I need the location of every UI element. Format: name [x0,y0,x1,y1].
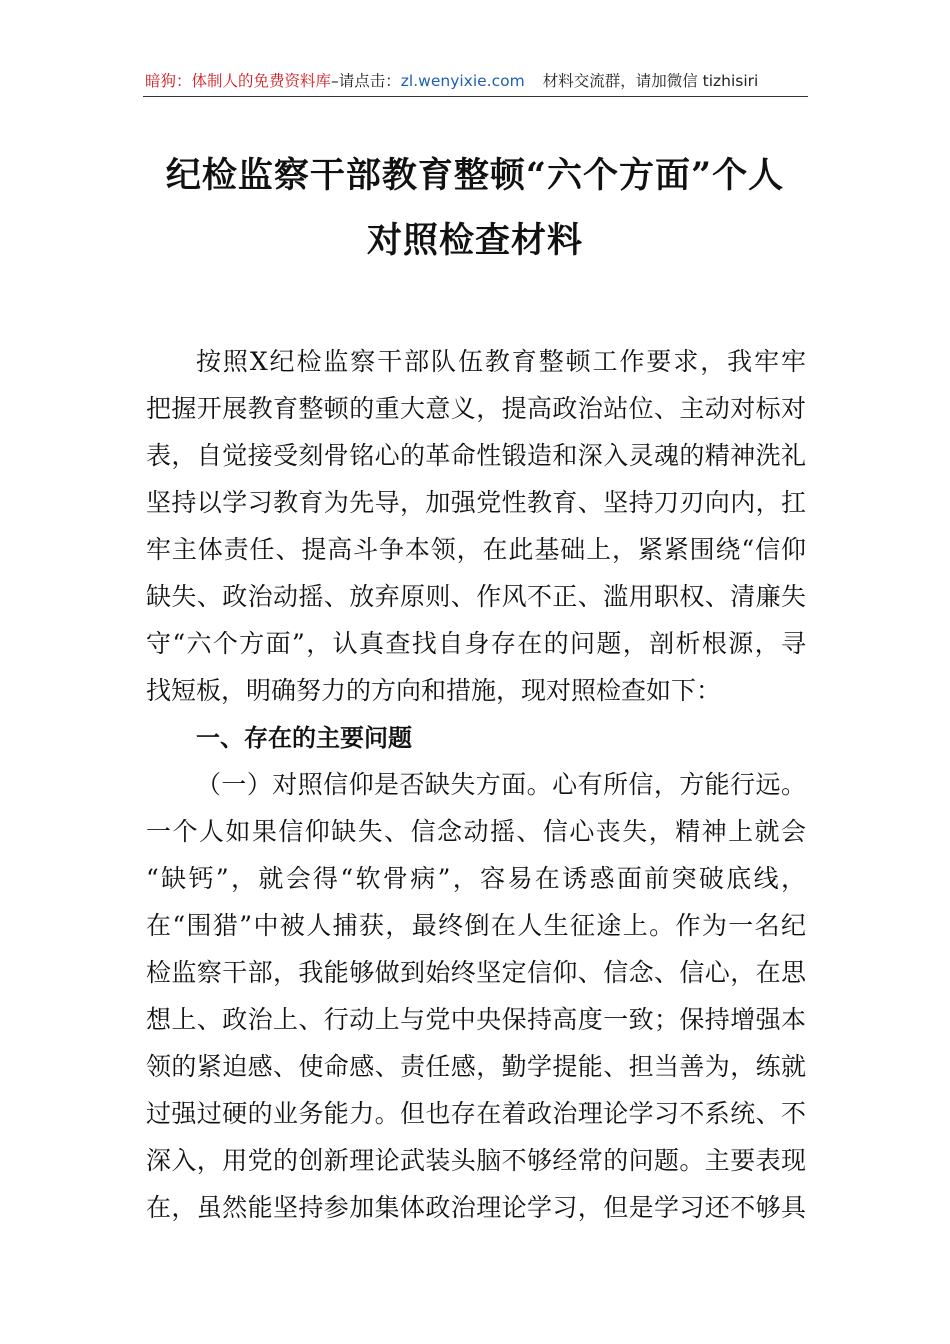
paragraph-line: 守“六个方面”，认真查找自身存在的问题，剖析根源，寻 [146,629,806,658]
header-divider [143,96,808,97]
header-site-name: 暗狗：体制人的免费资料库 [145,72,332,90]
paragraph-line: 检监察干部，我能够做到始终坚定信仰、信念、信心，在思 [146,958,806,987]
paragraph-line: 领的紧迫感、使命感、责任感，勤学提能、担当善为，练就 [146,1052,806,1081]
paragraph-line: 按照X纪检监察干部队伍教育整顿工作要求，我牢牢 [196,347,806,376]
header-url-link[interactable]: zl.wenyixie.com [400,72,525,90]
section-heading: 一、存在的主要问题 [196,724,412,752]
paragraph-line: 一个人如果信仰缺失、信念动摇、信心丧失，精神上就会 [146,817,806,846]
document-title-line-1: 纪检监察干部教育整顿“六个方面”个人 [165,155,785,196]
page-header [145,68,810,94]
paragraph-line: （一）对照信仰是否缺失方面。心有所信，方能行远。 [196,770,806,799]
header-click-prompt: –请点击： [331,72,401,90]
paragraph-line: 坚持以学习教育为先导，加强党性教育、坚持刀刃向内，扛 [146,488,806,517]
paragraph-line: 想上、政治上、行动上与党中央保持高度一致；保持增强本 [146,1005,806,1034]
paragraph-line: 深入，用党的创新理论武装头脑不够经常的问题。主要表现 [146,1146,806,1175]
paragraph-line: “缺钙”，就会得“软骨病”，容易在诱惑面前突破底线， [146,864,806,893]
paragraph-line: 牢主体责任、提高斗争本领，在此基础上，紧紧围绕“信仰 [146,535,806,564]
document-title-line-2: 对照检查材料 [366,220,583,261]
header-group-note: 材料交流群，请加微信 tizhisiri [542,72,759,90]
paragraph-line: 过强过硬的业务能力。但也存在着政治理论学习不系统、不 [146,1099,806,1128]
paragraph-line: 在，虽然能坚持参加集体政治理论学习，但是学习还不够具 [146,1193,806,1222]
paragraph-line: 表，自觉接受刻骨铭心的革命性锻造和深入灵魂的精神洗礼 [146,441,806,470]
paragraph-line: 在“围猎”中被人捕获，最终倒在人生征途上。作为一名纪 [146,911,806,940]
paragraph-line: 缺失、政治动摇、放弃原则、作风不正、滥用职权、清廉失 [146,582,806,611]
paragraph-line: 把握开展教育整顿的重大意义，提高政治站位、主动对标对 [146,394,806,423]
paragraph-line: 找短板，明确努力的方向和措施，现对照检查如下： [146,676,722,705]
